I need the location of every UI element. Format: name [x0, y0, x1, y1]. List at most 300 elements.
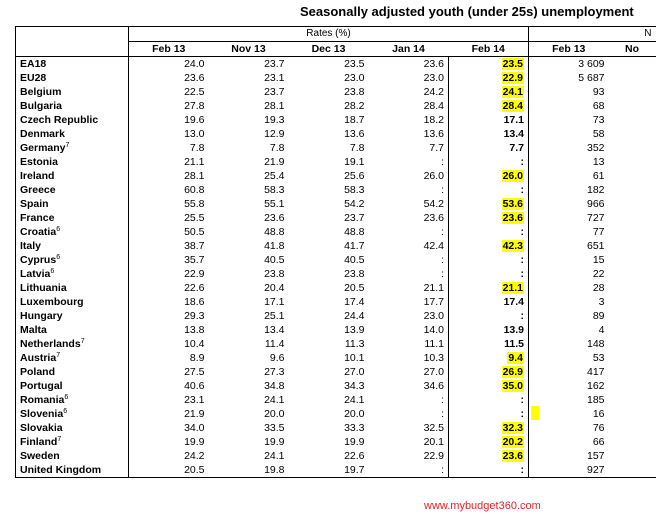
value-cell: [529, 323, 609, 337]
value: 22.9: [423, 450, 444, 462]
value-cell: [289, 281, 369, 295]
value: 89: [592, 310, 605, 322]
value: 24.4: [344, 310, 365, 322]
value: 25.1: [264, 310, 285, 322]
value: 17.7: [423, 296, 444, 308]
value: 927: [586, 464, 605, 476]
value-cell: [369, 463, 449, 478]
value-cell: [289, 253, 369, 267]
value-cell: [449, 351, 529, 365]
value-cell: [609, 141, 656, 155]
country-name: Netherlands: [20, 338, 81, 350]
value-cell: [449, 379, 529, 393]
value-cell: [289, 239, 369, 253]
value-cell: [449, 407, 529, 421]
value-cell: [609, 211, 656, 225]
value: 3 609: [578, 58, 605, 70]
value: 32.3: [502, 422, 524, 434]
value: 22.9: [184, 268, 205, 280]
country-cell: [16, 127, 129, 141]
value: 18.2: [423, 114, 444, 126]
value-cell: [289, 113, 369, 127]
value: 21.1: [423, 282, 444, 294]
value: 18.6: [184, 296, 205, 308]
value-cell: [449, 183, 529, 197]
value: 58.3: [264, 184, 285, 196]
country-cell: [16, 253, 129, 267]
value-cell: [209, 99, 289, 113]
value: 26.9: [502, 366, 524, 378]
value-cell: [129, 155, 209, 169]
table-row: [16, 71, 656, 85]
value-cell: [129, 351, 209, 365]
value: 651: [586, 240, 605, 252]
country-cell: [16, 71, 129, 85]
country-cell: [16, 155, 129, 169]
value-cell: [449, 71, 529, 85]
value: 21.1: [184, 156, 205, 168]
value-cell: [209, 351, 289, 365]
value-cell: [129, 337, 209, 351]
footnote-marker: 6: [63, 408, 68, 415]
value: 17.1: [503, 114, 525, 126]
value: 157: [586, 450, 605, 462]
value-cell: [609, 449, 656, 463]
value-cell: [209, 323, 289, 337]
value: 13.9: [503, 324, 525, 336]
value-cell: [129, 435, 209, 449]
value: 33.3: [344, 422, 365, 434]
value-cell: [529, 435, 609, 449]
value: :: [520, 226, 525, 238]
value-cell: [369, 239, 449, 253]
value-cell: [209, 57, 289, 72]
value: 23.7: [264, 58, 285, 70]
value-cell: [449, 99, 529, 113]
country-name: Slovakia: [20, 422, 63, 434]
value-cell: [609, 295, 656, 309]
value-cell: [289, 393, 369, 407]
value-cell: [289, 463, 369, 478]
value-cell: [529, 85, 609, 99]
value-cell: [449, 211, 529, 225]
value-cell: [449, 85, 529, 99]
value-cell: [129, 127, 209, 141]
value-cell: [209, 155, 289, 169]
value: 25.5: [184, 212, 205, 224]
value-cell: [129, 239, 209, 253]
country-cell: [16, 85, 129, 99]
value-cell: [449, 281, 529, 295]
value: 53.6: [502, 198, 524, 210]
value-cell: [609, 337, 656, 351]
country-name: Slovenia: [20, 408, 64, 420]
value-cell: [129, 169, 209, 183]
value-cell: [289, 435, 369, 449]
value: 16: [592, 408, 605, 420]
value-cell: [209, 295, 289, 309]
value: 13.6: [423, 128, 444, 140]
value: 27.3: [264, 366, 285, 378]
value: 24.1: [264, 394, 285, 406]
country-cell: [16, 421, 129, 435]
footnote-marker: 7: [65, 142, 70, 149]
value: 13.8: [184, 324, 205, 336]
value-cell: [289, 183, 369, 197]
value: :: [441, 184, 444, 196]
value: 42.3: [502, 240, 524, 252]
value-cell: [209, 449, 289, 463]
value-cell: [369, 323, 449, 337]
value-cell: [529, 379, 609, 393]
value-cell: [129, 267, 209, 281]
footnote-marker: 6: [56, 254, 61, 261]
col-header-feb13: Feb 13: [152, 43, 186, 55]
country-cell: [16, 99, 129, 113]
value-cell: [529, 225, 609, 239]
value: 20.0: [264, 408, 285, 420]
value-cell: [369, 393, 449, 407]
value-cell: [369, 169, 449, 183]
value-cell: [369, 337, 449, 351]
table-row: [16, 267, 656, 281]
value: 4: [598, 324, 605, 336]
value: 50.5: [184, 226, 205, 238]
value-cell: [609, 253, 656, 267]
value: 34.6: [423, 380, 444, 392]
value: 61: [592, 170, 605, 182]
value: 17.1: [264, 296, 285, 308]
value-cell: [529, 393, 609, 407]
value: 23.7: [344, 212, 365, 224]
country-cell: [16, 309, 129, 323]
value-cell: [609, 351, 656, 365]
value-cell: [209, 267, 289, 281]
value: 54.2: [423, 198, 444, 210]
table-row: [16, 365, 656, 379]
value: 13: [592, 156, 605, 168]
value-cell: [129, 309, 209, 323]
value-cell: [609, 169, 656, 183]
value: 55.1: [264, 198, 285, 210]
col-header-feb13-count: Feb 13: [552, 43, 586, 55]
table-row: [16, 435, 656, 449]
value: 42.4: [423, 240, 444, 252]
value-cell: [129, 183, 209, 197]
value-cell: [369, 141, 449, 155]
value-cell: [289, 57, 369, 72]
value: :: [520, 408, 525, 420]
value: 19.9: [264, 436, 285, 448]
value: :: [520, 464, 525, 476]
value-cell: [289, 449, 369, 463]
value-cell: [209, 225, 289, 239]
table-row: [16, 169, 656, 183]
value-cell: [369, 253, 449, 267]
col-header-feb14: Feb 14: [449, 42, 529, 57]
value: 23.6: [502, 450, 524, 462]
value: 23.0: [423, 72, 444, 84]
table-row: [16, 295, 656, 309]
table-row: [16, 421, 656, 435]
value-cell: [609, 225, 656, 239]
value-cell: [449, 463, 529, 478]
value: 17.4: [344, 296, 365, 308]
country-name: Croatia: [20, 226, 57, 238]
value: 18.7: [344, 114, 365, 126]
value-cell: [209, 337, 289, 351]
table-row: [16, 253, 656, 267]
value: 11.5: [504, 338, 525, 350]
value-cell: [369, 309, 449, 323]
value-cell: [289, 127, 369, 141]
value-cell: [449, 253, 529, 267]
value: 60.8: [184, 184, 205, 196]
value: :: [441, 254, 444, 266]
value-cell: [129, 141, 209, 155]
value: 23.0: [423, 310, 444, 322]
value-cell: [369, 225, 449, 239]
watermark: www.mybudget360.com: [424, 500, 541, 512]
value: 8.9: [189, 352, 205, 364]
value-cell: [129, 57, 209, 72]
value-cell: [209, 365, 289, 379]
value-cell: [609, 155, 656, 169]
value-cell: [209, 463, 289, 478]
value-cell: [529, 267, 609, 281]
country-name: EU28: [20, 72, 47, 84]
country-cell: [16, 337, 129, 351]
value: 68: [592, 100, 605, 112]
table-row: [16, 337, 656, 351]
value-cell: [369, 407, 449, 421]
value-cell: [209, 127, 289, 141]
value-cell: [129, 225, 209, 239]
value: 33.5: [264, 422, 285, 434]
value-cell: [369, 85, 449, 99]
value: 7.7: [509, 142, 525, 154]
value-cell: [449, 449, 529, 463]
value: 162: [586, 380, 605, 392]
value: 11.1: [424, 338, 444, 350]
value: 76: [592, 422, 605, 434]
value-cell: [449, 323, 529, 337]
value: 23.5: [344, 58, 365, 70]
country-name: Italy: [20, 240, 42, 252]
value-cell: [369, 449, 449, 463]
corner-cell: [16, 27, 129, 42]
footnote-marker: 7: [80, 338, 85, 345]
value: 3: [598, 296, 605, 308]
value-cell: [449, 267, 529, 281]
value: 54.2: [344, 198, 365, 210]
value: 23.5: [502, 58, 524, 70]
footnote-marker: 6: [50, 268, 55, 275]
value: 58: [592, 128, 605, 140]
value: 23.8: [264, 268, 285, 280]
value: 23.6: [184, 72, 205, 84]
value: 53: [592, 352, 605, 364]
col-header-nov13: Nov 13: [231, 43, 266, 55]
value: 23.6: [423, 212, 444, 224]
value-cell: [449, 309, 529, 323]
value: 73: [592, 114, 605, 126]
value-cell: [129, 113, 209, 127]
country-cell: [16, 197, 129, 211]
table-row: [16, 393, 656, 407]
value: 13.6: [344, 128, 365, 140]
value: 23.6: [502, 212, 524, 224]
country-name: Spain: [20, 198, 49, 210]
value-cell: [609, 127, 656, 141]
value: 24.2: [184, 450, 205, 462]
value-cell: [209, 435, 289, 449]
value: 24.1: [344, 394, 365, 406]
country-name: Poland: [20, 366, 56, 378]
value-cell: [449, 141, 529, 155]
value-cell: [289, 71, 369, 85]
value-cell: [289, 379, 369, 393]
value: 77: [592, 226, 605, 238]
value-cell: [209, 421, 289, 435]
value-cell: [609, 197, 656, 211]
value: 48.8: [344, 226, 365, 238]
value-cell: [529, 407, 609, 421]
value-cell: [529, 239, 609, 253]
value-cell: [529, 421, 609, 435]
value: 19.3: [264, 114, 285, 126]
value-cell: [529, 295, 609, 309]
value-cell: [609, 393, 656, 407]
value-cell: [529, 183, 609, 197]
value: 26.0: [423, 170, 444, 182]
country-name: Bulgaria: [20, 100, 63, 112]
table-row: [16, 155, 656, 169]
country-name: Portugal: [20, 380, 63, 392]
value: 22: [592, 268, 605, 280]
table-row: [16, 379, 656, 393]
value: 41.7: [344, 240, 365, 252]
value-cell: [609, 379, 656, 393]
value: 40.5: [344, 254, 365, 266]
value-cell: [529, 365, 609, 379]
value: 20.5: [184, 464, 205, 476]
value-cell: [449, 155, 529, 169]
value: 185: [586, 394, 605, 406]
value: 23.6: [264, 212, 285, 224]
value-cell: [129, 323, 209, 337]
value: 34.8: [264, 380, 285, 392]
value-cell: [209, 239, 289, 253]
country-name: Romania: [20, 394, 65, 406]
table-row: [16, 281, 656, 295]
value-cell: [609, 365, 656, 379]
table-row: [16, 463, 656, 478]
value-cell: [129, 407, 209, 421]
table-row: [16, 449, 656, 463]
value-cell: [369, 127, 449, 141]
value-cell: [209, 309, 289, 323]
value-cell: [529, 463, 609, 478]
country-name: Germany: [20, 142, 66, 154]
value: 966: [586, 198, 605, 210]
value: 19.6: [184, 114, 205, 126]
country-name: Austria: [20, 352, 57, 364]
value: 13.9: [344, 324, 365, 336]
value-cell: [529, 141, 609, 155]
value: 13.0: [184, 128, 205, 140]
value-cell: [609, 463, 656, 478]
value-cell: [449, 421, 529, 435]
value: 40.5: [264, 254, 285, 266]
value: 34.3: [344, 380, 365, 392]
value-cell: [289, 323, 369, 337]
country-name: Hungary: [20, 310, 63, 322]
value-cell: [609, 309, 656, 323]
table-row: [16, 183, 656, 197]
table-row: [16, 99, 656, 113]
value: 21.9: [264, 156, 285, 168]
value-cell: [289, 99, 369, 113]
value-cell: [609, 99, 656, 113]
country-cell: [16, 435, 129, 449]
value: :: [520, 184, 525, 196]
value-cell: [529, 309, 609, 323]
value: 35.0: [502, 380, 524, 392]
country-cell: [16, 211, 129, 225]
value-cell: [449, 57, 529, 72]
value: 23.7: [264, 86, 285, 98]
value-cell: [529, 71, 609, 85]
value: 417: [586, 366, 605, 378]
country-name: France: [20, 212, 55, 224]
value: 23.0: [344, 72, 365, 84]
value-cell: [369, 379, 449, 393]
value: 38.7: [184, 240, 205, 252]
value: 7.8: [349, 142, 365, 154]
value-cell: [449, 393, 529, 407]
value-cell: [369, 113, 449, 127]
value-cell: [129, 211, 209, 225]
numbers-group-header: N: [529, 27, 656, 42]
value: :: [441, 394, 444, 406]
value-cell: [129, 379, 209, 393]
value: 23.8: [344, 268, 365, 280]
country-cell: [16, 281, 129, 295]
country-cell: [16, 113, 129, 127]
value: 27.0: [423, 366, 444, 378]
value-cell: [369, 267, 449, 281]
country-cell: [16, 183, 129, 197]
footnote-marker: 7: [56, 352, 61, 359]
value-cell: [289, 337, 369, 351]
country-name: EA18: [20, 58, 47, 70]
value: 20.0: [344, 408, 365, 420]
country-cell: [16, 393, 129, 407]
value: 66: [592, 436, 605, 448]
value: 55.8: [184, 198, 205, 210]
value: :: [520, 156, 525, 168]
value: 28.1: [184, 170, 205, 182]
value-cell: [529, 197, 609, 211]
country-name: Luxembourg: [20, 296, 84, 308]
value-cell: [129, 295, 209, 309]
value: 13.4: [503, 128, 525, 140]
value-cell: [209, 85, 289, 99]
value-cell: [529, 449, 609, 463]
value-cell: [529, 99, 609, 113]
value: 28.2: [344, 100, 365, 112]
